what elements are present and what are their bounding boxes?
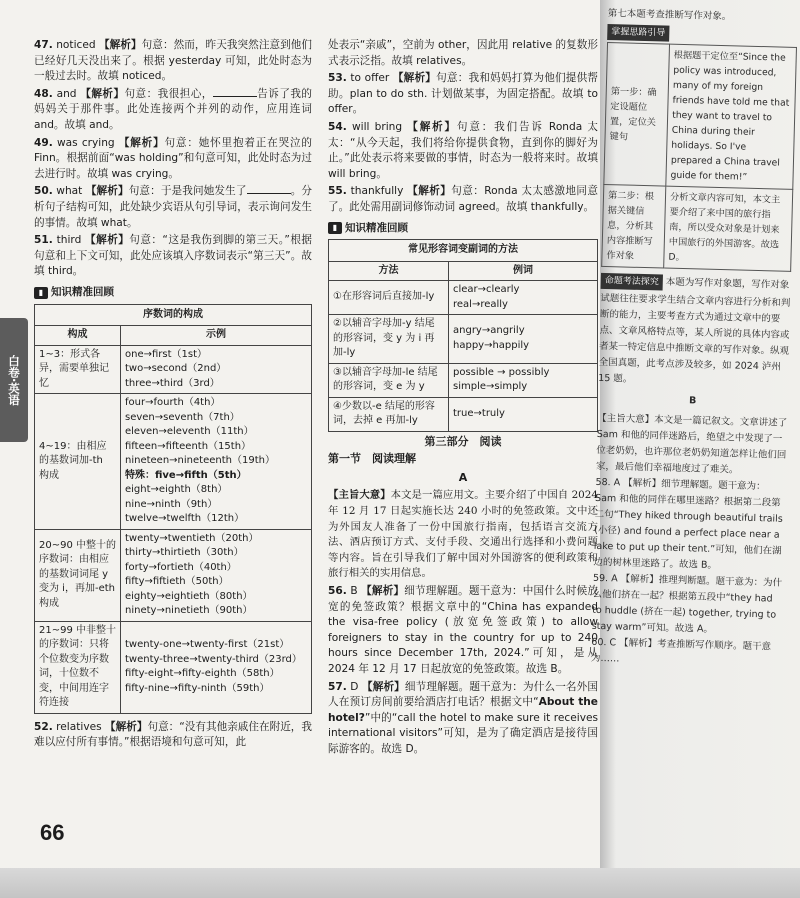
table-row [329, 315, 598, 364]
example: two→second（2nd） [125, 363, 227, 374]
example-cell [121, 394, 312, 530]
explanation: 句意：于是我问她发生了 [128, 185, 247, 198]
example: real→really [453, 298, 508, 310]
answer-word: B [350, 584, 358, 597]
review-label: 知识精准回顾 [51, 285, 114, 298]
main-idea [328, 488, 598, 582]
rule-cell: ③以辅音字母加-le 结尾的形容词，变 e 为 y [329, 363, 449, 397]
review-label: 知识精准回顾 [345, 221, 408, 234]
explanation: 句意：“这是我伤到脚的第三天。”根据句意和上下文可知，此处应该填入序数词表示“第三天”。故填 third。 [34, 234, 312, 278]
example: clear→clearly [453, 284, 520, 296]
example: thirty→thirtieth（30th） [125, 547, 244, 558]
example: 特殊：five→fifth（5th） [125, 469, 247, 481]
explanation: 句意：我和妈妈打算为他们提供帮助。plan to do sth. 计划做某事，为固定搭配。故填 to offer。 [328, 72, 599, 116]
question-number: 48. [34, 87, 53, 100]
example-cell [121, 345, 312, 394]
example: nine→ninth（9th） [125, 498, 218, 510]
example: four→fourth（4th） [125, 397, 221, 408]
answer-57 [328, 680, 598, 758]
answer-word: to offer [350, 72, 390, 85]
example: fifteen→fifteenth（15th） [125, 440, 252, 452]
example-cell [449, 281, 598, 315]
answer-55 [328, 184, 598, 215]
question-number: 49. [34, 136, 53, 149]
question-number: 54. [328, 120, 347, 133]
note-tag: 命题考法探究 [601, 273, 663, 291]
example-cell [121, 529, 312, 621]
ordinal-table [34, 304, 312, 714]
example: ninety→ninetieth（90th） [125, 605, 253, 616]
explanation: 句意：我们告诉 Ronda 太太：“从今天起，我们将给你提供食物，直到你的脚好为止。”此处表示将来要做的事情，时态为一般将来时。故填 will bring。 [328, 120, 599, 180]
example: three→third（3rd） [125, 377, 220, 389]
explanation: 细节理解题。题干意为：中国什么时候放宽的免签政策？根据文章中的“China has expanded the visa-free policy (放宽免签政策) to allow foreigners to stay in the country for up to 240 hours since December 17th, 2024.”可知，是从 2024 年 12 月 17 日起放宽的免签政策。故选 B。 [328, 584, 598, 675]
rule-cell: 1~3：形式各异，需要单独记忆 [35, 345, 121, 394]
adjacent-header: 掌握思路引导 [607, 24, 669, 42]
example: possible → possibly [453, 366, 550, 378]
question-number: 56. [328, 584, 347, 597]
table-header: 方法 [329, 261, 449, 281]
example: fifty→fiftieth（50th） [125, 576, 229, 587]
analysis-tag: 【解析】 [407, 185, 452, 198]
example-cell [449, 363, 598, 397]
example: twenty→twentieth（20th） [125, 532, 259, 544]
example: twenty-one→twenty-first（21st） [125, 639, 290, 650]
example: fifty-eight→fifty-eighth（58th） [125, 668, 280, 679]
explanation: ”中的“call the hotel to make sure it receives international visitors”可知，是为了确定酒店是接待国际游客的。故选 D。 [328, 711, 598, 755]
blank-line [213, 87, 257, 97]
page-number: 66 [40, 820, 65, 845]
answer-51 [34, 233, 312, 280]
table-row [329, 397, 598, 431]
answer-word: what [56, 185, 83, 198]
adjacent-answer: 60. C 【解析】考查推断写作顺序。题干意为…… [590, 636, 772, 665]
question-number: 50. [34, 185, 53, 198]
analysis-tag: 【解析】 [361, 680, 405, 693]
analysis-tag: 【解析】 [361, 584, 405, 597]
quoted-heading: About the hotel? [328, 696, 598, 724]
table-row [35, 529, 312, 621]
explanation: 告诉了我的妈妈关于那件事。此处连接两个并列的动作，应用连词 and。故填 and。 [34, 87, 313, 131]
note-text: 本题为写作对象题，写作对象试题往往要求学生结合文章内容进行分析和判断的能力，主要考查方式为通过文章中的要点、文章风格特点等，某人所说的具体内容或者某一特定信息中推断文章的写作对象。纵观全国真题，此考点涉及较多，如 2024 泸州 15 题。 [598, 276, 791, 385]
book-icon: ▮ [34, 287, 48, 299]
analysis-tag: 【解析】 [105, 720, 148, 733]
rule-cell: 21~99 中非整十的序数词：只将个位数变为序数词，十位数不变，中间用连字符连接 [35, 621, 121, 713]
rule-cell: ①在形容词后直接加-ly [329, 281, 449, 315]
answer-52 [34, 720, 312, 751]
answer-word: third [56, 234, 82, 247]
step-label: 第二步：根据关键信息，分析其内容推断写作对象 [602, 184, 666, 268]
rule-cell: 4~19：由相应的基数词加-th 构成 [35, 394, 121, 530]
table-row [35, 621, 312, 713]
explanation: 句意：然而，昨天我突然注意到他们已经好几天没出来了。根据 yesterday 可知，此处时态为一般过去时。故填 noticed。 [34, 39, 313, 83]
explanation: 句意：“没有其他亲戚住在附近，我难以应付所有事情。”根据语境和句意可知，此 [34, 720, 313, 749]
example: angry→angrily [453, 325, 525, 337]
step-text: 分析文章内容可知，本文主要介绍了来中国的旅行指南，所以受众对象是计划来中国旅行的外国游客。故选 D。 [664, 186, 793, 271]
table-header: 例词 [449, 261, 598, 281]
example: forty→fortieth（40th） [125, 561, 237, 573]
example-cell [449, 397, 598, 431]
question-number: 51. [34, 234, 53, 247]
answer-48 [34, 87, 312, 134]
main-idea-text: 本文是一篇应用文。主要介绍了中国自 2024 年 12 月 17 日起实施长达 240 小时的免签政策。文中还为外国友人准备了一份中国旅行指南，包括语言交流方法、酒店预订方式、支付手段、交通出行选择和小费问题等内容。旨在引导我们了解中国对外国游客的便利政策和旅行相关的实用信息。 [328, 489, 599, 580]
explanation: 细节理解题。题干意为：为什么一名外国人在预订房间前要给酒店打电话？根据文中“ [328, 680, 598, 709]
answer-word: will bring [351, 120, 403, 133]
example: eighty→eightieth（80th） [125, 590, 253, 602]
table-row [35, 394, 312, 530]
adverb-table [328, 239, 598, 432]
question-number: 47. [34, 39, 53, 51]
answer-53 [328, 71, 598, 118]
analysis-tag: 【解析】 [85, 234, 130, 247]
book-icon: ▮ [328, 222, 342, 234]
table-title: 常见形容词变副词的方法 [329, 240, 598, 262]
example: fifty-nine→fifty-ninth（59th） [125, 682, 270, 694]
example: twenty-three→twenty-third（23rd） [125, 653, 302, 665]
table-header: 构成 [35, 326, 121, 346]
adjacent-answer: 59. A 【解析】推理判断题。题干意为：为什么他们挤在一起？根据第五段中“they had to huddle (挤在一起) together, trying to stay warm”可知。故选 A。 [591, 572, 783, 635]
rule-cell: 20~90 中整十的序数词：由相应的基数词词尾 y 变为 i，再加-eth 构成 [35, 529, 121, 621]
answer-56 [328, 584, 598, 678]
analysis-tag: 【解析】 [392, 72, 437, 85]
example: eleven→eleventh（11th） [125, 426, 254, 437]
example: eight→eighth（8th） [125, 484, 228, 495]
right-column [328, 38, 598, 760]
answer-49 [34, 136, 312, 183]
question-number: 53. [328, 72, 347, 85]
example: one→first（1st） [125, 348, 208, 360]
answer-word: and [56, 87, 77, 100]
example: true→truly [453, 407, 505, 419]
table-title: 序数词的构成 [35, 304, 312, 326]
side-tab: 白卷·英语 [0, 318, 28, 442]
example: simple→simply [453, 381, 528, 393]
answer-word: noticed [56, 39, 96, 51]
table-row [602, 184, 793, 271]
analysis-tag: 【解析】 [99, 39, 142, 51]
question-number: 57. [328, 680, 347, 693]
answer-word: thankfully [350, 185, 404, 198]
analysis-tag: 【解析】 [118, 136, 165, 149]
adjacent-page-content [591, 6, 798, 672]
explanation: 句意：Ronda 太太感激地同意了。此处需用副词修饰动词 agreed。故填 thankfully。 [328, 185, 599, 213]
knowledge-review-heading [328, 221, 408, 237]
table-row [329, 281, 598, 315]
answer-47 [34, 38, 312, 85]
knowledge-review-heading [34, 285, 114, 301]
step-label: 第一步：确定设题位置，定位关键句 [604, 43, 670, 187]
main-idea-tag: 【主旨大意】 [328, 489, 391, 502]
table-row [329, 363, 598, 397]
adjacent-top-line: 第七本题考查推断写作对象。 [607, 7, 732, 23]
example: twelve→twelfth（12th） [125, 513, 245, 524]
answer-word: was crying [56, 136, 115, 149]
explanation: 。分析句子结构可知，此处缺少宾语从句引导词，表示询问发生的事情。故填 what。 [34, 185, 313, 229]
example-cell [449, 315, 598, 364]
table-row [35, 345, 312, 394]
part-title: 第三部分 阅读 [424, 434, 502, 448]
rule-cell: ④少数以-e 结尾的形容词，去掉 e 再加-ly [329, 397, 449, 431]
answer-50 [34, 184, 312, 231]
question-number: 52. [34, 720, 53, 733]
rule-cell: ②以辅音字母加-y 结尾的形容词，变 y 为 i 再加-ly [329, 315, 449, 364]
answer-word: D [350, 680, 359, 693]
explanation: 句意：我很担心， [124, 87, 213, 100]
adjacent-passage-label: B [688, 395, 697, 407]
answer-word: relatives [56, 720, 102, 733]
adjacent-note [598, 271, 791, 392]
section-title: 第一节 阅读理解 [328, 452, 416, 466]
passage-label: A [458, 470, 468, 484]
analysis-tag: 【解析】 [80, 87, 125, 100]
explanation: 句意：她怀里抱着正在哭泣的 Finn。根据前面“was holding”和句意可知，此处时态为过去进行时。故填 was crying。 [34, 136, 313, 180]
table-header: 示例 [121, 326, 312, 346]
question-number: 55. [328, 185, 347, 198]
scan-bottom-edge [0, 868, 800, 898]
step-text: 根据题干定位至“Since the policy was introduced, many of my foreign friends have told me that they want to travel to China during their holidays. So I've prepared a China travel guide for them!” [666, 44, 797, 189]
blank-line [247, 184, 291, 194]
example: seven→seventh（7th） [125, 411, 240, 423]
example-cell [121, 621, 312, 713]
analysis-tag: 【解析】 [407, 120, 457, 133]
analysis-tag: 【解析】 [85, 185, 129, 198]
adjacent-table [601, 42, 797, 272]
adjacent-main-idea: 【主旨大意】本文是一篇记叙文。文章讲述了 Sam 和他的同伴迷路后，绝望之中发现了一位老奶奶，也许那位老奶奶知道怎样让他们回家，最后他们幸福地度过了难关。 [595, 412, 788, 476]
adjacent-answer: 58. A 【解析】细节理解题。题干意为：Sam 和他的同伴在哪里迷路？根据第二段第二句“They hiked through beautiful trails (小径) and found a perfect place near a lake to put up their tent.”可知，他们在湖边的树林里迷路了。故选 B。 [593, 476, 783, 572]
table-row [604, 43, 797, 190]
answer-52-continued: 处表示“亲戚”，空前为 other，因此用 relative 的复数形式表示泛指。故填 relatives。 [328, 39, 598, 67]
example: nineteen→nineteenth（19th） [125, 455, 275, 466]
adjacent-page [590, 0, 800, 898]
example: happy→happily [453, 339, 530, 351]
left-column [34, 38, 312, 753]
answer-54 [328, 120, 598, 182]
